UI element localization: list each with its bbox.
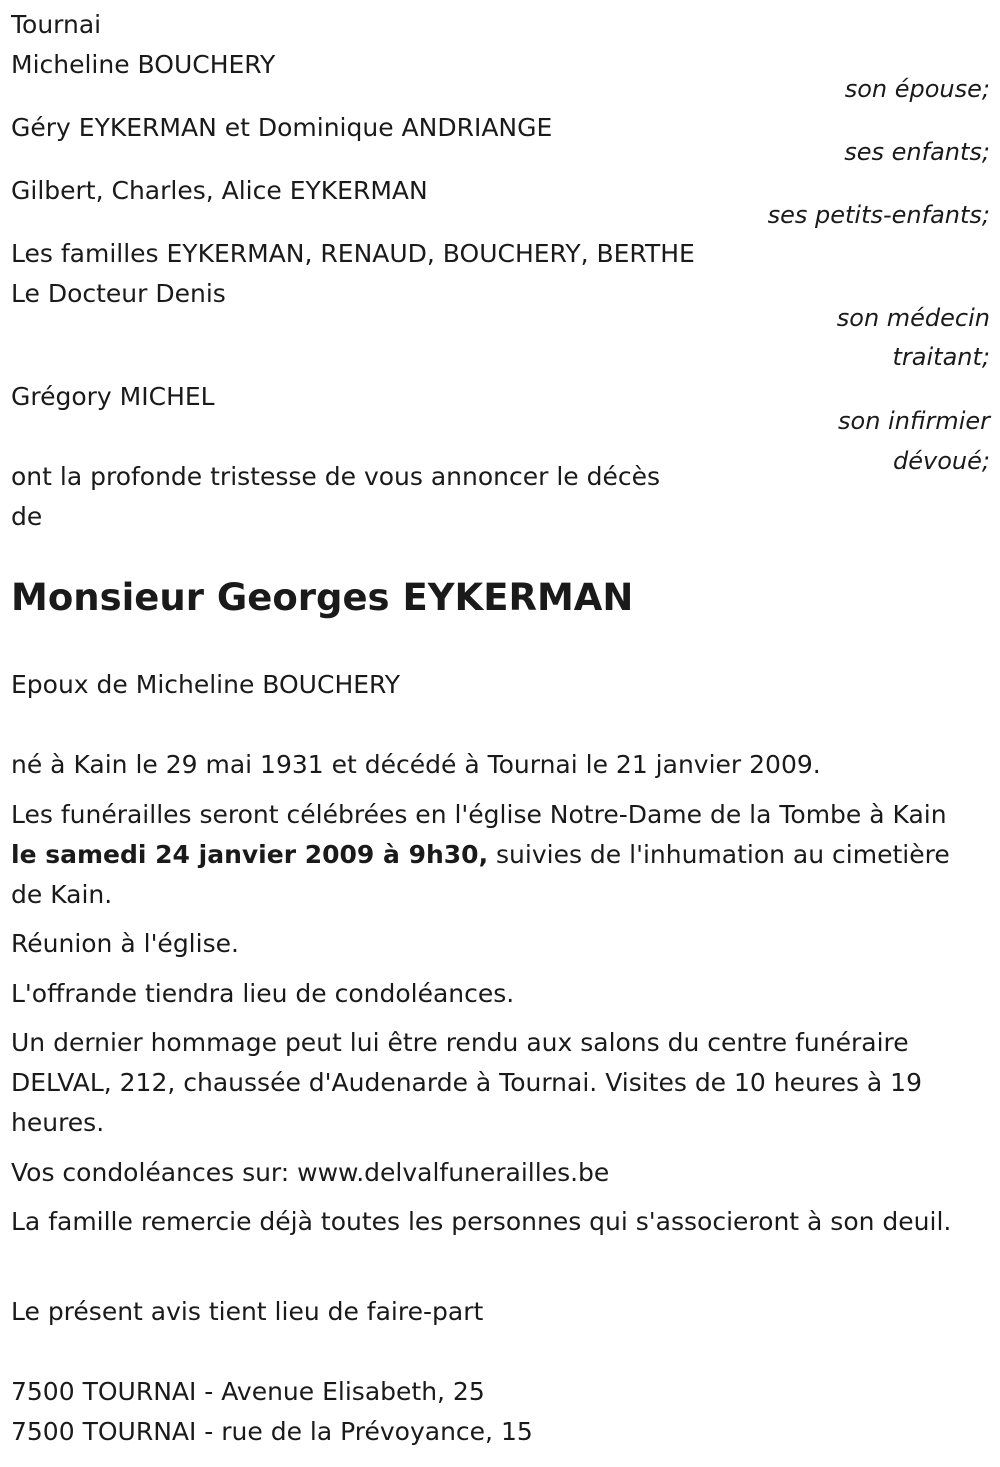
city-heading: Tournai: [11, 10, 102, 39]
funeral-suffix: suivies de l'inhumation au cimetière de Kain.: [11, 840, 950, 909]
faire-part-paragraph: Le présent avis tient lieu de faire-part: [11, 1297, 484, 1326]
relation-children: ses enfants;: [844, 138, 990, 166]
family-name-grandchildren: Gilbert, Charles, Alice EYKERMAN: [11, 176, 428, 205]
relation-nurse: son infirmier: [838, 407, 990, 435]
hommage-paragraph: Un dernier hommage peut lui être rendu aux salons du centre funéraire DELVAL, 212, chaussée d'Audenarde à Tournai. Visites de 10 heures à 19 heures.: [11, 1028, 922, 1137]
funeral-prefix: Les funérailles seront célébrées en l'église Notre-Dame de la Tombe à Kain: [11, 800, 947, 829]
funeral-paragraph: [11, 795, 971, 915]
remerciements-paragraph: La famille remercie déjà toutes les personnes qui s'associeront à son deuil.: [11, 1207, 952, 1236]
relation-grandchildren: ses petits-enfants;: [767, 201, 990, 229]
family-name-children: Géry EYKERMAN et Dominique ANDRIANGE: [11, 113, 553, 142]
family-name-doctor: Le Docteur Denis: [11, 279, 226, 308]
announcement-line1: ont la profonde tristesse de vous annoncer le décès: [11, 462, 661, 491]
spouse-line: Epoux de Micheline BOUCHERY: [11, 670, 401, 699]
reunion-paragraph: Réunion à l'église.: [11, 929, 239, 958]
relation-nurse-line2: dévoué;: [893, 447, 990, 475]
relation-spouse: son épouse;: [844, 75, 990, 103]
family-name-spouse: Micheline BOUCHERY: [11, 50, 276, 79]
deceased-name: Monsieur Georges EYKERMAN: [11, 576, 634, 619]
condoleances-paragraph: Vos condoléances sur: www.delvalfunerailles.be: [11, 1158, 610, 1187]
address-line-2: 7500 TOURNAI - rue de la Prévoyance, 15: [11, 1417, 533, 1446]
address-line-1: 7500 TOURNAI - Avenue Elisabeth, 25: [11, 1377, 485, 1406]
funeral-date: le samedi 24 janvier 2009 à 9h30,: [11, 840, 489, 869]
family-name-nurse: Grégory MICHEL: [11, 382, 215, 411]
announcement-line2: de: [11, 502, 43, 531]
birth-death-line: né à Kain le 29 mai 1931 et décédé à Tournai le 21 janvier 2009.: [11, 750, 821, 779]
relation-doctor: son médecin: [836, 304, 990, 332]
family-name-families: Les familles EYKERMAN, RENAUD, BOUCHERY, BERTHE: [11, 239, 695, 268]
relation-doctor-line2: traitant;: [892, 343, 990, 371]
offrande-paragraph: L'offrande tiendra lieu de condoléances.: [11, 979, 515, 1008]
